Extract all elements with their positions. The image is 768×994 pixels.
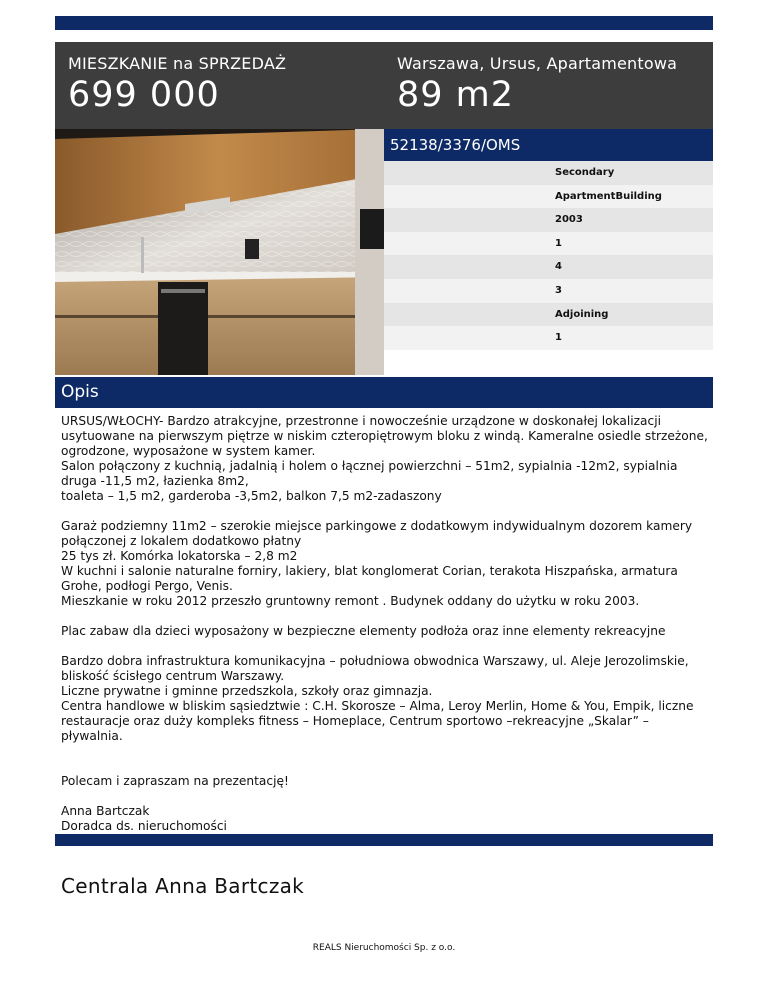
top-accent-bar bbox=[55, 16, 713, 30]
attribute-kitchen: Adjoining bbox=[384, 303, 713, 327]
description-paragraph bbox=[61, 519, 709, 609]
description-body bbox=[61, 414, 709, 834]
offer-type: MIESZKANIE na SPRZEDAŻ bbox=[68, 54, 287, 73]
description-paragraph bbox=[61, 654, 709, 744]
attribute-year-built: 2003 bbox=[384, 208, 713, 232]
reference-number: 52138/3376/OMS bbox=[384, 129, 713, 161]
description-line: Centra handlowe w bliskim sąsiedztwie : C.H. Skorosze – Alma, Leroy Merlin, Home & You, Empik, liczne restauracje oraz duży kompleks fitness – Homeplace, Centrum sportowo –rekreacyjne „Skalar” – pływalnia. bbox=[61, 699, 694, 743]
description-line: 25 tys zł. Komórka lokatorska – 2,8 m2 bbox=[61, 549, 298, 563]
agent-title: Doradca ds. nieruchomości bbox=[61, 819, 227, 833]
description-heading: Opis bbox=[55, 377, 713, 408]
listing-header bbox=[55, 42, 713, 129]
location: Warszawa, Ursus, Apartamentowa bbox=[397, 54, 678, 73]
description-paragraph bbox=[61, 624, 709, 639]
description-line: URSUS/WŁOCHY- Bardzo atrakcyjne, przestronne i nowocześnie urządzone w doskonałej lokalizacji usytuowane na pierwszym piętrze w niskim czteropiętrowym bloku z windą. Kameralne osiedle strzeżone, ogrodzone, wyposażone w system kamer. bbox=[61, 414, 708, 458]
description-paragraph bbox=[61, 774, 709, 789]
agent-name: Anna Bartczak bbox=[61, 804, 150, 818]
attribute-floor: 1 bbox=[384, 232, 713, 256]
price-block bbox=[68, 54, 286, 115]
description-line: Liczne prywatne i gminne przedszkola, szkoły oraz gimnazja. bbox=[61, 684, 433, 698]
price: 699 000 bbox=[68, 75, 220, 115]
description-line: W kuchni i salonie naturalne forniry, lakiery, blat konglomerat Corian, terakota Hiszpańska, armatura Grohe, podłogi Pergo, Venis. bbox=[61, 564, 678, 593]
agent-signature bbox=[61, 804, 709, 834]
description-line: Garaż podziemny 11m2 – szerokie miejsce parkingowe z dodatkowym indywidualnym dozorem kamery połączonej z lokalem dodatkowo płatny bbox=[61, 519, 693, 548]
office-name: Centrala Anna Bartczak bbox=[61, 874, 305, 898]
section-divider-bar bbox=[55, 834, 713, 846]
attribute-rooms: 3 bbox=[384, 279, 713, 303]
attribute-market: Secondary bbox=[384, 161, 713, 185]
attribute-building-type: ApartmentBuilding bbox=[384, 185, 713, 209]
attributes-table bbox=[384, 161, 713, 350]
description-line: toaleta – 1,5 m2, garderoba -3,5m2, balkon 7,5 m2-zadaszony bbox=[61, 489, 442, 503]
attribute-bathrooms: 1 bbox=[384, 326, 713, 350]
footer-company: REALS Nieruchomości Sp. z o.o. bbox=[312, 943, 456, 953]
description-line: Mieszkanie w roku 2012 przeszło gruntowny remont . Budynek oddany do użytku w roku 2003. bbox=[61, 594, 640, 608]
area: 89 m2 bbox=[397, 75, 515, 115]
description-line: Bardzo dobra infrastruktura komunikacyjna – południowa obwodnica Warszawy, ul. Aleje Jerozolimskie, bliskość ścisłego centrum Warszawy. bbox=[61, 654, 689, 683]
description-paragraph bbox=[61, 414, 709, 504]
attribute-total-floors: 4 bbox=[384, 255, 713, 279]
description-line: Salon połączony z kuchnią, jadalnią i holem o łącznej powierzchni – 51m2, sypialnia -12m2, sypialnia druga -11,5 m2, łazienka 8m2, bbox=[61, 459, 678, 488]
description-line: Plac zabaw dla dzieci wyposażony w bezpieczne elementy podłoża oraz inne elementy rekreacyjne bbox=[61, 624, 666, 638]
kitchen-photo bbox=[55, 129, 384, 375]
description-line: Polecam i zapraszam na prezentację! bbox=[61, 774, 289, 788]
location-block bbox=[397, 54, 677, 115]
